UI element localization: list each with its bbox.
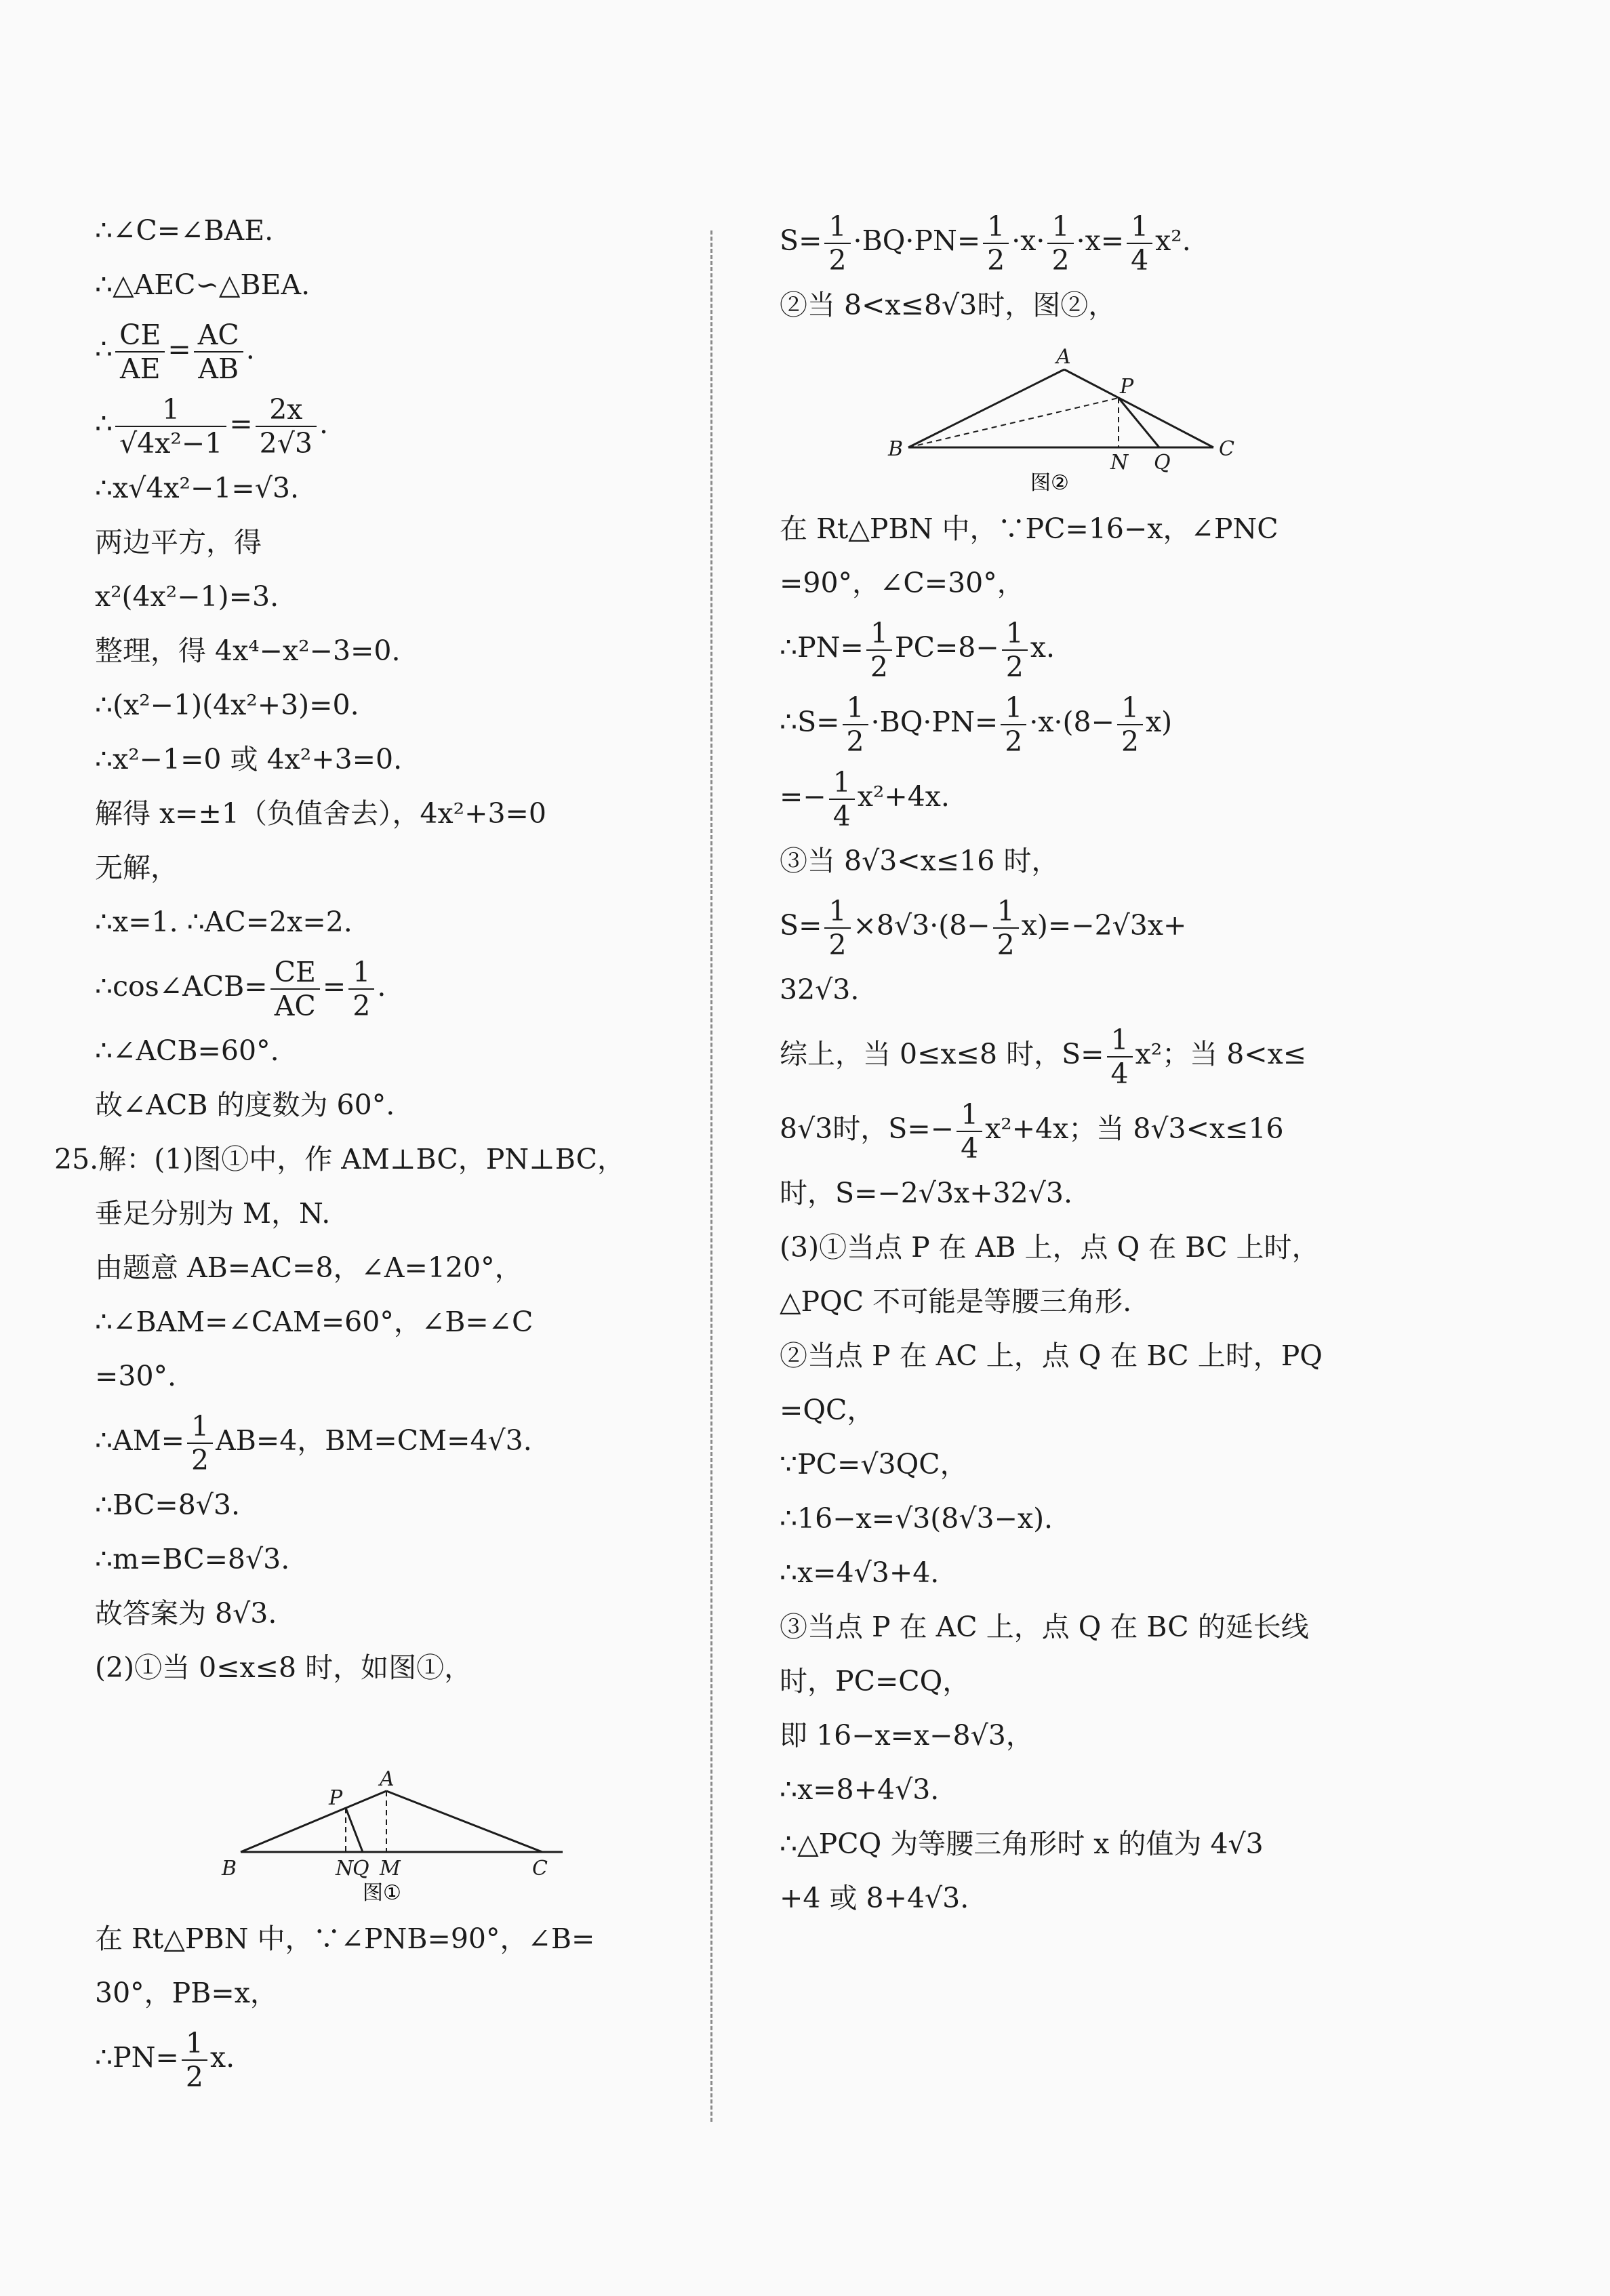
- text-line: ∴∠C=∠BAE.: [95, 214, 274, 247]
- math-text: 1: [829, 766, 855, 800]
- math-text: 1: [824, 210, 850, 244]
- math-text: ·x=: [1076, 224, 1125, 257]
- text-line: ∴x=8+4√3.: [780, 1773, 940, 1806]
- fraction: [1047, 210, 1073, 277]
- math-text: 2: [1005, 725, 1023, 758]
- math-text: ∴S=: [780, 706, 840, 738]
- text-line: ∴x²−1=0 或 4x²+3=0.: [95, 743, 403, 776]
- fraction: [115, 393, 226, 460]
- text-line: △PQC 不可能是等腰三角形.: [780, 1285, 1132, 1318]
- vertex-label: C: [1219, 437, 1234, 461]
- math-text: 2: [191, 1443, 209, 1476]
- fraction: [1002, 617, 1028, 683]
- math-text: 综上，当 0≤x≤8 时，S=: [780, 1038, 1104, 1070]
- math-text: x): [1146, 706, 1173, 738]
- equation-line: [780, 759, 1369, 834]
- math-text: ·x·: [1011, 224, 1045, 257]
- math-text: 2: [987, 243, 1005, 277]
- math-text: ∴PN=: [95, 2041, 179, 2074]
- math-text: =: [167, 333, 191, 365]
- math-text: AB: [198, 352, 239, 385]
- math-text: AB=4，BM=CM=4√3.: [216, 1424, 532, 1457]
- fraction: [829, 766, 855, 832]
- fraction: [348, 956, 374, 1022]
- math-text: 1: [1047, 210, 1073, 244]
- math-text: x²；当 8<x≤: [1135, 1038, 1307, 1070]
- text-line: (3)①当点 P 在 AB 上，点 Q 在 BC 上时，: [780, 1231, 1320, 1264]
- vertex-label: Q: [353, 1857, 369, 1880]
- text-line: x²(4x²−1)=3.: [95, 580, 279, 613]
- math-text: .: [245, 333, 255, 365]
- math-text: 4: [1110, 1057, 1129, 1090]
- math-text: 2: [870, 650, 888, 683]
- vertex-label: P: [1120, 375, 1134, 399]
- fraction: [824, 895, 850, 961]
- math-text: ∴: [95, 333, 113, 365]
- math-text: ·x·(8−: [1029, 706, 1114, 738]
- math-text: 2x: [256, 393, 317, 427]
- fraction: [1127, 210, 1152, 277]
- math-text: 1: [866, 617, 892, 651]
- math-text: 2: [846, 725, 864, 758]
- math-text: ·BQ·PN=: [870, 706, 999, 738]
- equation-line: [95, 949, 691, 1024]
- math-text: x²+4x；当 8√3<x≤16: [985, 1112, 1284, 1145]
- text-line: =QC，: [780, 1394, 875, 1426]
- fraction: [866, 617, 892, 683]
- math-text: 1: [843, 691, 868, 725]
- text-line: 在 Rt△PBN 中，∵∠PNB=90°，∠B=: [95, 1922, 595, 1955]
- math-text: 1: [187, 1410, 213, 1444]
- text-line: 故∠ACB 的度数为 60°.: [95, 1089, 395, 1121]
- text-line: 垂足分别为 M，N.: [95, 1197, 331, 1230]
- text-line: 由题意 AB=AC=8，∠A=120°，: [95, 1251, 523, 1284]
- math-text: ∴AM=: [95, 1424, 185, 1457]
- math-text: =: [322, 970, 346, 1003]
- math-text: ·BQ·PN=: [853, 224, 981, 257]
- text-line: 两边平方，得: [95, 526, 262, 559]
- equation-line: [95, 1403, 691, 1478]
- text-line: 在 Rt△PBN 中，∵PC=16−x，∠PNC: [780, 512, 1279, 545]
- text-line: 故答案为 8√3.: [95, 1597, 277, 1630]
- fraction: [194, 319, 243, 385]
- math-text: x²+4x.: [857, 780, 950, 813]
- vertex-label: N: [336, 1857, 354, 1880]
- right-column: [780, 203, 1369, 1925]
- equation-line: [95, 386, 691, 461]
- math-text: 1: [348, 956, 374, 990]
- math-text: 1: [1002, 617, 1028, 651]
- math-text: PC=8−: [895, 631, 999, 664]
- fraction: [1117, 691, 1143, 758]
- equation-line: [95, 2020, 691, 2095]
- fraction: [187, 1410, 213, 1476]
- text-line: ∴∠ACB=60°.: [95, 1034, 279, 1067]
- math-text: 1: [115, 393, 226, 427]
- equation-line: [780, 1091, 1369, 1166]
- figure-2: [780, 339, 1369, 495]
- fraction: [115, 319, 165, 385]
- text-line: =90°，∠C=30°，: [780, 567, 1025, 599]
- text-line: ③当点 P 在 AC 上，点 Q 在 BC 的延长线: [780, 1611, 1309, 1643]
- figure-2-diagram: [780, 339, 1369, 495]
- text-line: ∴m=BC=8√3.: [95, 1543, 290, 1575]
- vertex-label: P: [329, 1786, 343, 1810]
- text-line: 30°，PB=x，: [95, 1977, 278, 2009]
- text-line: ②当点 P 在 AC 上，点 Q 在 BC 上时，PQ: [780, 1340, 1323, 1372]
- vertex-label: B: [888, 437, 904, 461]
- vertex-label: A: [380, 1767, 395, 1791]
- fraction: [993, 895, 1019, 961]
- math-text: 1: [1127, 210, 1152, 244]
- fraction: [957, 1098, 982, 1165]
- text-line: +4 或 8+4√3.: [780, 1882, 969, 1914]
- math-text: ∴PN=: [780, 631, 864, 664]
- equation-line: [780, 1017, 1369, 1091]
- math-text: √4x²−1: [119, 426, 223, 460]
- fraction: [256, 393, 317, 460]
- left-column: [54, 203, 691, 2095]
- math-text: AC: [274, 989, 316, 1022]
- fraction: [843, 691, 868, 758]
- figure-caption: 图①: [363, 1881, 401, 1905]
- math-text: 1: [1001, 691, 1026, 725]
- text-line: 解得 x=±1（负值舍去），4x²+3=0: [95, 797, 546, 830]
- math-text: ∴cos∠ACB=: [95, 970, 268, 1003]
- vertex-label: Q: [1154, 451, 1171, 475]
- math-text: S=: [780, 224, 822, 257]
- equation-line: [780, 610, 1369, 685]
- math-text: 8√3时，S=−: [780, 1112, 954, 1145]
- math-text: 4: [832, 799, 851, 832]
- math-text: 2: [828, 928, 847, 961]
- equation-line: [780, 203, 1369, 278]
- math-text: 2: [997, 928, 1015, 961]
- math-text: =−: [780, 780, 826, 813]
- math-text: 2: [828, 243, 847, 277]
- math-text: .: [319, 407, 329, 440]
- math-text: x)=−2√3x+: [1021, 909, 1187, 942]
- figure-1-diagram: [95, 1701, 691, 1905]
- text-line: 32√3.: [780, 973, 860, 1006]
- text-line: ∴x=1. ∴AC=2x=2.: [95, 906, 353, 938]
- text-line: ∴x√4x²−1=√3.: [95, 472, 300, 504]
- text-line: ∴(x²−1)(4x²+3)=0.: [95, 689, 359, 721]
- equation-line: [95, 312, 691, 386]
- math-text: 2: [185, 2060, 203, 2093]
- math-text: =: [229, 407, 253, 440]
- fraction: [983, 210, 1009, 277]
- math-text: AC: [194, 319, 243, 353]
- text-line: ∴BC=8√3.: [95, 1489, 241, 1521]
- question-number-line: 25.解：(1)图①中，作 AM⊥BC，PN⊥BC，: [54, 1143, 626, 1175]
- text-line: ∴∠BAM=∠CAM=60°，∠B=∠C: [95, 1306, 534, 1338]
- text-line: 时，PC=CQ，: [780, 1665, 971, 1697]
- math-text: x.: [1030, 631, 1055, 664]
- math-text: 4: [961, 1131, 979, 1165]
- math-text: 2: [1051, 243, 1070, 277]
- vertex-label: M: [380, 1857, 401, 1880]
- fraction: [824, 210, 850, 277]
- text-line: ∴x=4√3+4.: [780, 1556, 940, 1589]
- math-text: 1: [993, 895, 1019, 929]
- text-line: 整理，得 4x⁴−x²−3=0.: [95, 635, 401, 667]
- vertex-label: A: [1056, 345, 1071, 369]
- math-text: x.: [210, 2041, 235, 2074]
- text-line: (2)①当 0≤x≤8 时，如图①，: [95, 1651, 472, 1684]
- math-text: AE: [119, 352, 161, 385]
- math-text: ×8√3·(8−: [853, 909, 990, 942]
- text-line: ②当 8<x≤8√3时，图②，: [780, 289, 1116, 321]
- math-text: 2: [1005, 650, 1024, 683]
- math-text: 1: [1107, 1024, 1133, 1058]
- text-line: 即 16−x=x−8√3，: [780, 1719, 1034, 1752]
- equation-line: [780, 888, 1369, 963]
- fraction: [270, 956, 320, 1022]
- math-text: 4: [1131, 243, 1149, 277]
- math-text: 2: [353, 989, 371, 1022]
- math-text: x².: [1155, 224, 1191, 257]
- math-text: 1: [182, 2027, 207, 2061]
- column-divider: [710, 230, 712, 2122]
- math-text: 1: [824, 895, 850, 929]
- text-line: ∴△PCQ 为等腰三角形时 x 的值为 4√3: [780, 1828, 1264, 1860]
- math-text: 2: [1121, 725, 1140, 758]
- text-line: ③当 8√3<x≤16 时，: [780, 845, 1060, 877]
- text-line: ∴16−x=√3(8√3−x).: [780, 1502, 1053, 1535]
- math-text: 2√3: [259, 426, 313, 460]
- math-text: 1: [1117, 691, 1143, 725]
- equation-line: [780, 685, 1369, 759]
- fraction: [1001, 691, 1026, 758]
- figure-caption: 图②: [1030, 471, 1069, 495]
- vertex-label: C: [532, 1857, 548, 1880]
- text-line: ∵PC=√3QC，: [780, 1448, 968, 1481]
- text-line: 无解，: [95, 851, 178, 884]
- math-text: .: [377, 970, 386, 1003]
- math-text: CE: [270, 956, 320, 990]
- vertex-label: B: [222, 1857, 237, 1880]
- math-text: ∴: [95, 407, 113, 440]
- fraction: [182, 2027, 207, 2093]
- text-line: ∴△AEC∽△BEA.: [95, 268, 310, 301]
- text-line: 时，S=−2√3x+32√3.: [780, 1177, 1072, 1209]
- figure-1: [95, 1701, 691, 1905]
- fraction: [1107, 1024, 1133, 1090]
- math-text: CE: [115, 319, 165, 353]
- math-text: 1: [957, 1098, 982, 1132]
- text-line: =30°.: [95, 1360, 177, 1392]
- vertex-label: N: [1110, 451, 1129, 475]
- math-text: S=: [780, 909, 822, 942]
- math-text: 1: [983, 210, 1009, 244]
